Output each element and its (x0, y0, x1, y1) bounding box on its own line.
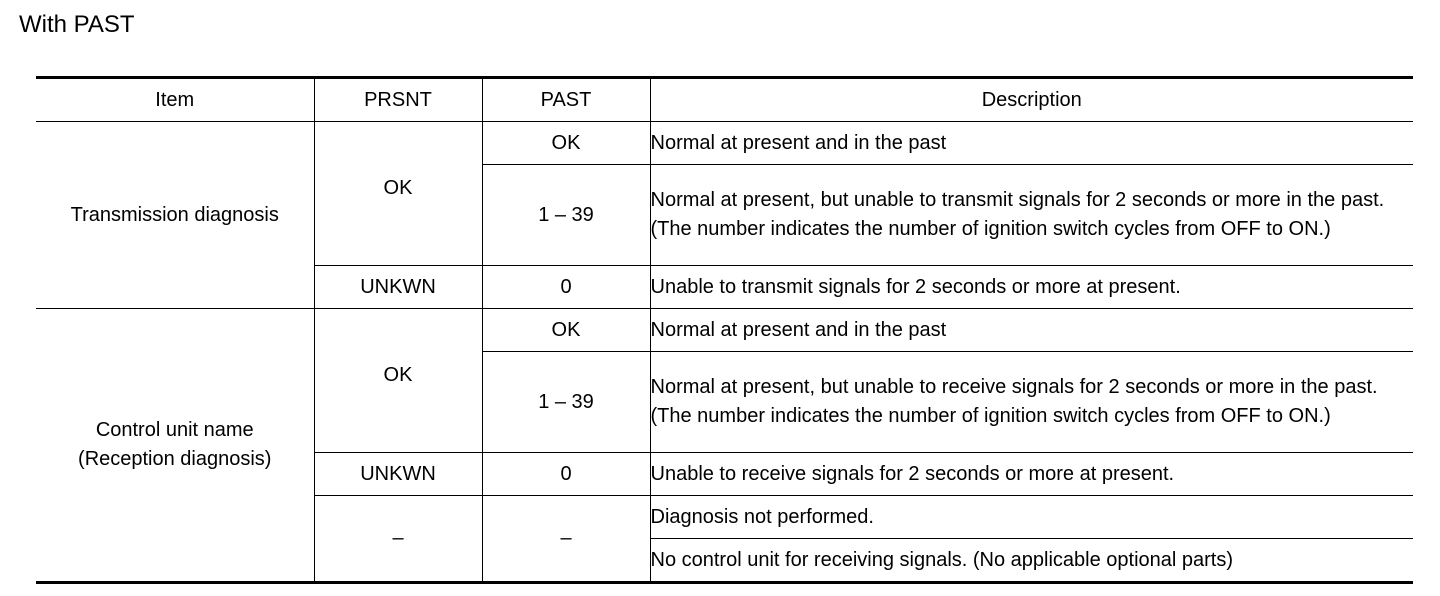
diagnosis-table (36, 76, 1413, 584)
description-cell: Normal at present and in the past (650, 122, 1413, 165)
table-row (36, 309, 1413, 352)
description-cell: No control unit for receiving signals. (No applicable optional parts) (650, 539, 1413, 583)
item-reception-line2: (Reception diagnosis) (78, 448, 272, 470)
past-cell: OK (482, 309, 650, 352)
page-title: With PAST (19, 11, 135, 38)
description-cell: Normal at present, but unable to transmit signals for 2 seconds or more in the past. (The number indicates the number of ignition switch cycles from OFF to ON.) (650, 165, 1413, 266)
past-cell: 0 (482, 266, 650, 309)
header-item: Item (36, 78, 314, 122)
item-transmission: Transmission diagnosis (36, 122, 314, 309)
table-header-row (36, 78, 1413, 122)
past-cell: – (482, 496, 650, 583)
past-cell: OK (482, 122, 650, 165)
header-prsnt: PRSNT (314, 78, 482, 122)
header-description: Description (650, 78, 1413, 122)
prsnt-cell: OK (314, 309, 482, 453)
prsnt-cell: OK (314, 122, 482, 266)
past-cell: 0 (482, 453, 650, 496)
prsnt-cell: UNKWN (314, 266, 482, 309)
item-reception-line1: Control unit name (95, 419, 254, 441)
header-past: PAST (482, 78, 650, 122)
prsnt-cell: UNKWN (314, 453, 482, 496)
description-cell: Unable to transmit signals for 2 seconds or more at present. (650, 266, 1413, 309)
description-cell: Unable to receive signals for 2 seconds or more at present. (650, 453, 1413, 496)
description-cell: Diagnosis not performed. (650, 496, 1413, 539)
past-cell: 1 – 39 (482, 165, 650, 266)
item-reception (36, 309, 314, 583)
description-cell: Normal at present and in the past (650, 309, 1413, 352)
prsnt-cell: – (314, 496, 482, 583)
table-row (36, 122, 1413, 165)
description-cell: Normal at present, but unable to receive signals for 2 seconds or more in the past. (The number indicates the number of ignition switch cycles from OFF to ON.) (650, 352, 1413, 453)
past-cell: 1 – 39 (482, 352, 650, 453)
